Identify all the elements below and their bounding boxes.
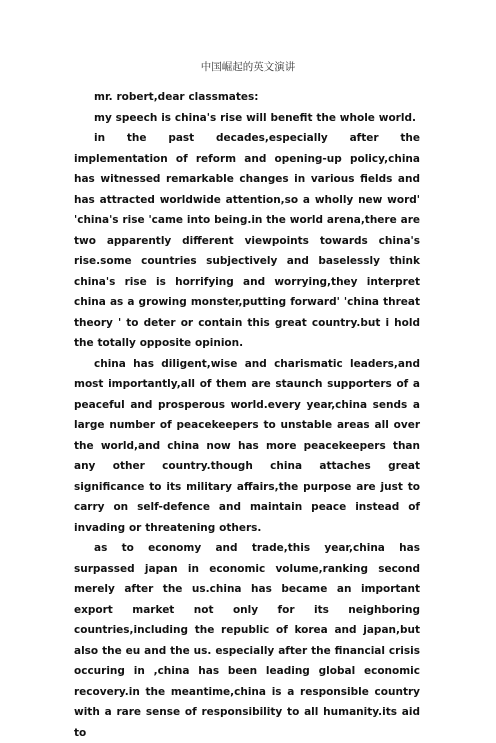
speech-paragraph: in the past decades,especially after the implementation of reform and opening-up policy,china has witnessed remarkable changes in various fields and has attracted worldwide attention,so a wholly new word' 'china's rise 'came into being.in the world arena,there are two apparently different viewpoints towards china's rise.some countries subjectively and baselessly think china's rise is horrifying and worrying,they interpret china as a growing monster,putting forward' 'china threat theory ' to deter or contain this great country.but i hold the totally opposite opinion. bbox=[74, 132, 420, 349]
speech-paragraph: my speech is china's rise will benefit the whole world. bbox=[94, 111, 416, 124]
speech-salutation: mr. robert,dear classmates: bbox=[94, 91, 259, 103]
speech-body bbox=[74, 87, 420, 743]
speech-paragraph: china has diligent,wise and charismatic leaders,and most importantly,all of them are staunch supporters of a peaceful and prosperous world.every year,china sends a large number of peacekeepers to unstable areas all over the world,and china now has more peacekeepers than any other country.though china attaches great significance to its military affairs,the purpose are just to carry on self-defence and maintain peace instead of invading or threatening others. bbox=[74, 357, 420, 534]
speech-paragraph: as to economy and trade,this year,china has surpassed japan in economic volume,ranking second merely after the us.china has became an important export market not only for its neighboring countries,including the republic of korea and japan,but also the eu and the us. especially after the financial crisis occuring in ,china has been leading global economic recovery.in the meantime,china is a responsible country with a rare sense of responsibility to all humanity.its aid to bbox=[74, 542, 420, 739]
page-header-title: 中国崛起的英文演讲 bbox=[200, 61, 296, 73]
